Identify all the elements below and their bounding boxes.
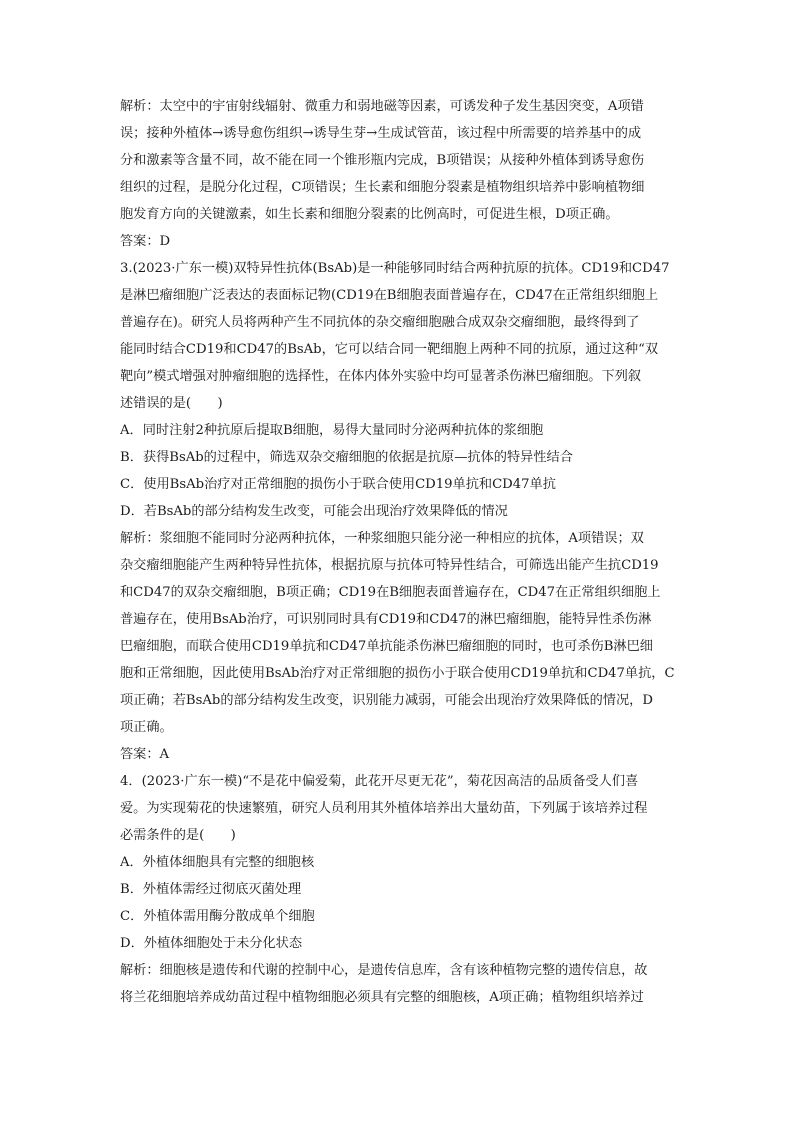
question-line: 能同时结合CD19和CD47的BsAb，它可以结合同一靶细胞上两种不同的抗原，通过这种“双 [120,342,659,357]
analysis-line: 解析：浆细胞不能同时分泌两种抗体，一种浆细胞只能分泌一种相应的抗体，A项错误；双 [120,531,644,546]
analysis-line: 杂交瘤细胞能产生两种特异性抗体，根据抗原与抗体可特异性结合，可筛选出能产生抗CD19 [120,558,659,573]
options-block [120,849,680,957]
answer-block [120,741,680,768]
answer-line: 答案：D [120,234,171,249]
analysis-line: 和CD47的双杂交瘤细胞，B项正确；CD19在B细胞表面普遍存在，CD47在正常组织细胞上 [120,585,661,600]
options-line: A．外植体细胞具有完整的细胞核 [120,855,315,870]
analysis-line: 普遍存在，使用BsAb治疗，可识别同时具有CD19和CD47的淋巴瘤细胞，能特异性杀伤淋 [120,612,652,627]
analysis-line: 胞发育方向的关键激素，如生长素和细胞分裂素的比例高时，可促进生根，D项正确。 [120,207,619,222]
question-block [120,768,680,849]
analysis-line: 解析：太空中的宇宙射线辐射、微重力和弱地磁等因素，可诱发种子发生基因突变，A项错 [120,99,644,114]
analysis-line: 巴瘤细胞，而联合使用CD19单抗和CD47单抗能杀伤淋巴瘤细胞的同时，也可杀伤B淋巴细 [120,639,653,654]
analysis-block [120,525,680,741]
question-line: 爱。为实现菊花的快速繁殖，研究人员利用其外植体培养出大量幼苗，下列属于该培养过程 [120,801,648,816]
question-line: 是淋巴瘤细胞广泛表达的表面标记物(CD19在B细胞表面普遍存在，CD47在正常组织细胞上 [120,288,659,303]
analysis-line: 分和激素等含量不同，故不能在同一个锥形瓶内完成，B项错误；从接种外植体到诱导愈伤 [120,153,644,168]
question-line: 普遍存在)。研究人员将两种产生不同抗体的杂交瘤细胞融合成双杂交瘤细胞，最终得到了 [120,315,640,330]
analysis-line: 项正确。 [120,720,173,735]
answer-block [120,228,680,255]
options-line: C．外植体需用酶分散成单个细胞 [120,909,315,924]
options-line: D．若BsAb的部分结构发生改变，可能会出现治疗效果降低的情况 [120,504,508,519]
options-line: B．获得BsAb的过程中，筛选双杂交瘤细胞的依据是抗原—抗体的特异性结合 [120,450,573,465]
question-line: 必需条件的是( ) [120,828,236,843]
analysis-line: 误；接种外植体→诱导愈伤组织→诱导生芽→生成试管苗，该过程中所需要的培养基中的成 [120,126,642,141]
analysis-line: 胞和正常细胞，因此使用BsAb治疗对正常细胞的损伤小于联合使用CD19单抗和CD47单抗，C [120,666,675,681]
options-line: B．外植体需经过彻底灭菌处理 [120,882,302,897]
question-line: 靶向”模式增强对肿瘤细胞的选择性，在体内体外实验中均可显著杀伤淋巴瘤细胞。下列叙 [120,369,642,384]
options-line: A．同时注射2种抗原后提取B细胞，易得大量同时分泌两种抗体的浆细胞 [120,423,544,438]
question-line: 3.(2023·广东一模)双特异性抗体(BsAb)是一种能够同时结合两种抗原的抗体。CD19和CD47 [120,261,670,276]
analysis-block [120,957,680,1011]
question-line: 4．(2023·广东一模)“不是花中偏爱菊，此花开尽更无花”，菊花因高洁的品质备受人们喜 [120,774,639,789]
question-line: 述错误的是( ) [120,396,223,411]
answer-line: 答案：A [120,747,170,762]
analysis-block [120,93,680,228]
analysis-line: 组织的过程，是脱分化过程，C项错误；生长素和细胞分裂素是植物组织培养中影响植物细 [120,180,645,195]
options-line: C．使用BsAb治疗对正常细胞的损伤小于联合使用CD19单抗和CD47单抗 [120,477,556,492]
options-block [120,417,680,525]
analysis-line: 项正确；若BsAb的部分结构发生改变，识别能力减弱，可能会出现治疗效果降低的情况，D [120,693,653,708]
analysis-line: 解析：细胞核是遗传和代谢的控制中心，是遗传信息库，含有该种植物完整的遗传信息，故 [120,963,648,978]
analysis-line: 将兰花细胞培养成幼苗过程中植物细胞必须具有完整的细胞核，A项正确；植物组织培养过 [120,990,644,1005]
question-block [120,255,680,417]
page-content [120,93,680,1011]
options-line: D．外植体细胞处于未分化状态 [120,936,303,951]
